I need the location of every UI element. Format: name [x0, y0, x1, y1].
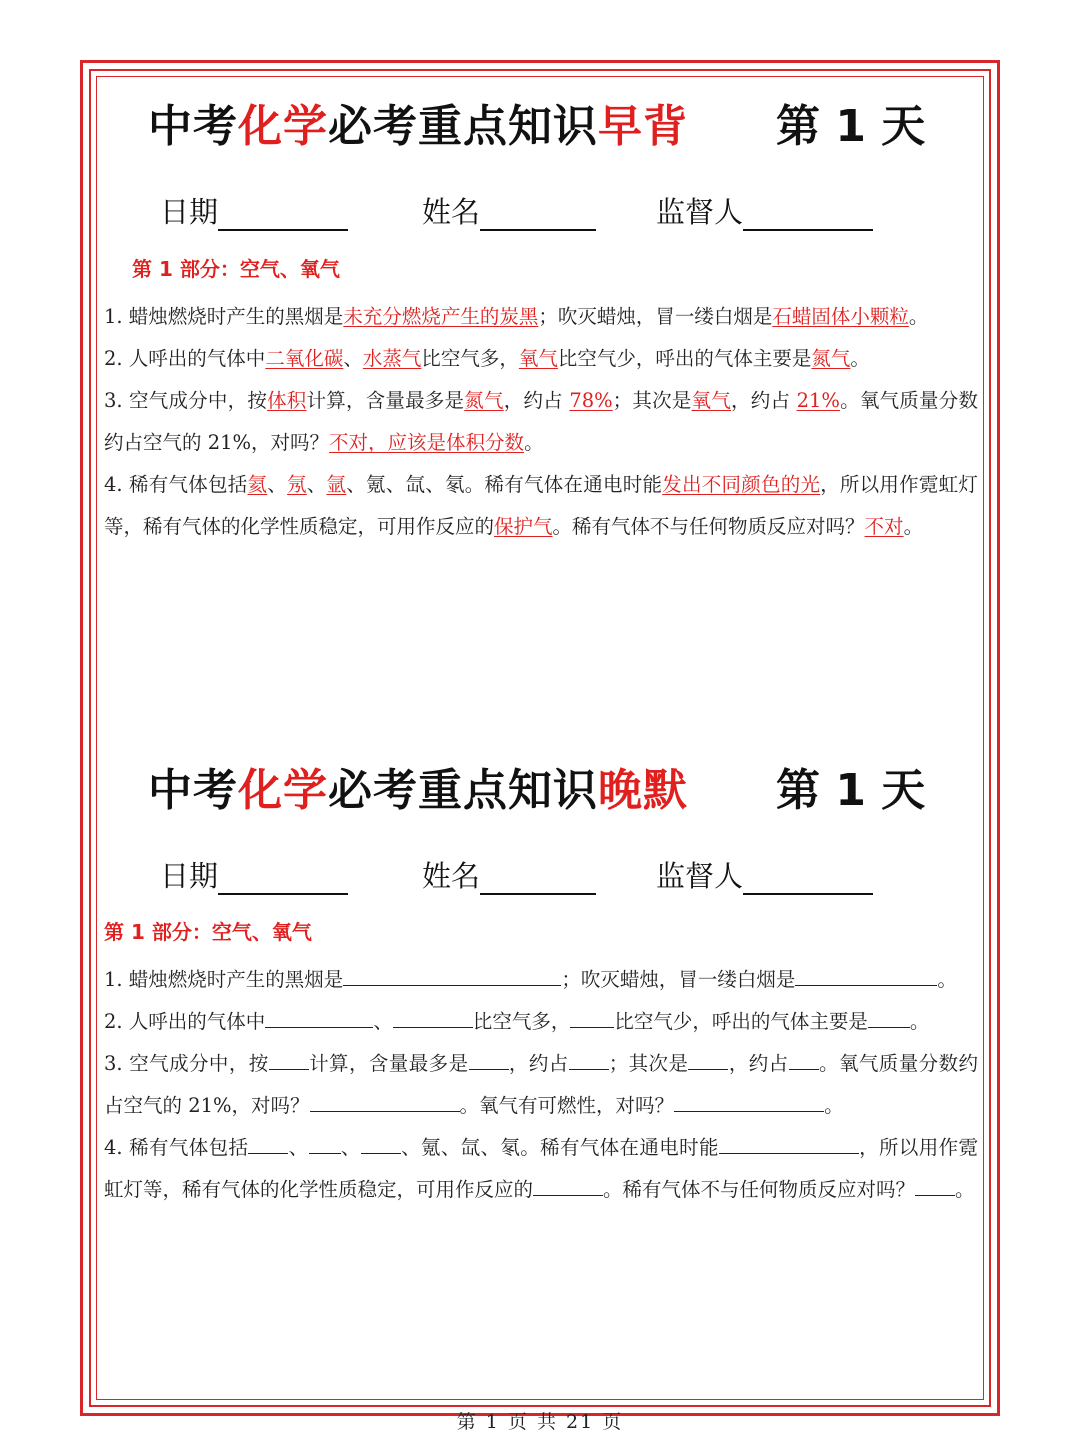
answer: 氩: [326, 473, 347, 496]
evening-section-title: 第 1 部分：空气、氧气: [104, 920, 312, 944]
fill-blank[interactable]: [393, 1009, 473, 1028]
title-prefix: 中考: [148, 765, 238, 816]
evening-q2: [104, 1001, 978, 1043]
name-field[interactable]: [422, 190, 596, 231]
fill-blank[interactable]: [309, 1135, 341, 1154]
title-red-chemistry: 化学: [238, 765, 328, 816]
title-red-chemistry: 化学: [238, 101, 328, 152]
answer: 不对，应该是体积分数: [329, 431, 525, 454]
text: ；其次是: [612, 389, 692, 412]
morning-q1: [104, 296, 978, 338]
text: 1. 蜡烛燃烧时产生的黑烟是: [104, 305, 344, 328]
text: 、氪、氙、氡。稀有气体在通电时能: [400, 1136, 719, 1159]
title-red-evening: 晚默: [598, 765, 688, 816]
morning-q2: [104, 338, 978, 380]
supervisor-field[interactable]: [656, 190, 873, 231]
fill-blank[interactable]: [868, 1009, 910, 1028]
evening-content: [104, 959, 978, 1211]
text: 比空气多，: [472, 1010, 571, 1033]
text: 、: [306, 473, 327, 496]
text: 。: [850, 347, 870, 370]
text: 。: [955, 1178, 975, 1201]
fill-blank[interactable]: [674, 1093, 824, 1112]
text: 2. 人呼出的气体中: [104, 1010, 266, 1033]
text: 计算，含量最多是: [308, 1052, 469, 1075]
date-blank[interactable]: [218, 201, 348, 231]
text: 。: [909, 1010, 930, 1033]
fill-blank[interactable]: [310, 1093, 460, 1112]
text: 。: [937, 968, 957, 991]
text: 3. 空气成分中，按: [104, 1052, 269, 1075]
text: 比空气少，呼出的气体主要是: [557, 347, 812, 370]
supervisor-blank[interactable]: [743, 201, 873, 231]
fill-blank[interactable]: [361, 1135, 401, 1154]
text: ；其次是: [608, 1052, 689, 1075]
name-label: 姓名: [422, 859, 481, 893]
supervisor-blank[interactable]: [743, 865, 873, 895]
text: 。稀有气体不与任何物质反应对吗？: [552, 515, 865, 538]
text: 、: [288, 1136, 309, 1159]
evening-q4: [104, 1127, 978, 1211]
text: 。稀有气体不与任何物质反应对吗？: [603, 1178, 916, 1201]
date-blank[interactable]: [218, 865, 348, 895]
title-middle: 必考重点知识: [328, 765, 598, 816]
answer: 未充分燃烧产生的炭黑: [343, 305, 539, 328]
fill-blank[interactable]: [248, 1135, 288, 1154]
name-field[interactable]: [422, 854, 596, 895]
evening-q3: [104, 1043, 978, 1127]
text: 。氧气质量分数约占空气的 21%，对吗？: [104, 389, 978, 454]
morning-q3: [104, 380, 978, 464]
name-blank[interactable]: [480, 865, 596, 895]
text: 比空气多，: [421, 347, 519, 370]
answer: 氮气: [811, 347, 851, 370]
answer: 氖: [287, 473, 307, 496]
answer: 水蒸气: [362, 347, 422, 370]
title-middle: 必考重点知识: [328, 101, 598, 152]
text: 计算，含量最多是: [306, 389, 465, 412]
answer: 氦: [247, 473, 268, 496]
text: ，约占: [731, 389, 797, 412]
answer: 氧气: [518, 347, 558, 370]
text: 、: [267, 473, 288, 496]
fill-blank[interactable]: [533, 1177, 603, 1196]
text: 。: [908, 305, 929, 328]
text: 、: [373, 1010, 393, 1033]
answer: 不对: [864, 515, 904, 538]
text: 1. 蜡烛燃烧时产生的黑烟是: [104, 968, 344, 991]
text: ，约占: [503, 389, 570, 412]
text: 。氧气质量分数约占空气的 21%，对吗？: [104, 1052, 978, 1117]
name-label: 姓名: [422, 195, 481, 229]
morning-day: 第 1 天: [776, 101, 926, 152]
supervisor-label: 监督人: [656, 859, 744, 893]
date-label: 日期: [160, 859, 219, 893]
text: 2. 人呼出的气体中: [104, 347, 266, 370]
text: 。氧气有可燃性，对吗？: [459, 1094, 675, 1117]
fill-blank[interactable]: [343, 967, 561, 986]
text: 、氪、氙、氡。稀有气体在通电时能: [346, 473, 663, 496]
fill-blank[interactable]: [469, 1051, 509, 1070]
date-field[interactable]: [160, 190, 348, 231]
answer: 保护气: [494, 515, 553, 538]
name-blank[interactable]: [480, 201, 596, 231]
supervisor-label: 监督人: [656, 195, 744, 229]
text: 。: [903, 515, 924, 538]
fill-blank[interactable]: [915, 1177, 955, 1196]
fill-blank[interactable]: [789, 1051, 819, 1070]
answer: 石蜡固体小颗粒: [772, 305, 909, 328]
date-label: 日期: [160, 195, 219, 229]
text: 。: [524, 431, 544, 454]
fill-blank[interactable]: [719, 1135, 859, 1154]
fill-blank[interactable]: [795, 967, 937, 986]
morning-section-title: 第 1 部分：空气、氧气: [132, 257, 340, 281]
text: ，所以用作霓虹灯等，稀有气体的化学性质稳定，可用作反应的: [104, 1136, 978, 1201]
evening-day: 第 1 天: [776, 765, 926, 816]
date-field[interactable]: [160, 854, 348, 895]
answer: 氮气: [464, 389, 504, 412]
text: 、: [340, 1136, 361, 1159]
text: 4. 稀有气体包括: [104, 1136, 249, 1159]
answer: 78%: [569, 389, 613, 412]
fill-blank[interactable]: [265, 1009, 373, 1028]
text: ，约占: [508, 1052, 569, 1075]
text: 3. 空气成分中，按: [104, 389, 268, 412]
fill-blank[interactable]: [569, 1051, 609, 1070]
title-red-morning: 早背: [598, 101, 688, 152]
answer: 发出不同颜色的光: [662, 473, 821, 496]
supervisor-field[interactable]: [656, 854, 873, 895]
page-number: 第 1 页 共 21 页: [456, 1411, 624, 1433]
fill-blank[interactable]: [269, 1051, 309, 1070]
text: 、: [343, 347, 363, 370]
title-prefix: 中考: [148, 101, 238, 152]
morning-title: [148, 90, 688, 154]
fill-blank[interactable]: [688, 1051, 728, 1070]
morning-content: [104, 296, 978, 548]
answer: 体积: [267, 389, 307, 412]
text: 比空气少，呼出的气体主要是: [614, 1010, 868, 1033]
answer: 21%: [796, 389, 840, 412]
fill-blank[interactable]: [570, 1009, 614, 1028]
text: ，约占: [728, 1052, 789, 1075]
evening-title: [148, 754, 688, 818]
text: ，所以用作霓虹灯等，稀有气体的化学性质稳定，可用作反应的: [104, 473, 978, 538]
answer: 氧气: [691, 389, 731, 412]
answer: 二氧化碳: [265, 347, 344, 370]
morning-q4: [104, 464, 978, 548]
text: ；吹灭蜡烛，冒一缕白烟是: [538, 305, 773, 328]
text: ；吹灭蜡烛，冒一缕白烟是: [561, 968, 796, 991]
text: 。: [824, 1094, 844, 1117]
evening-q1: [104, 959, 978, 1001]
text: 4. 稀有气体包括: [104, 473, 248, 496]
